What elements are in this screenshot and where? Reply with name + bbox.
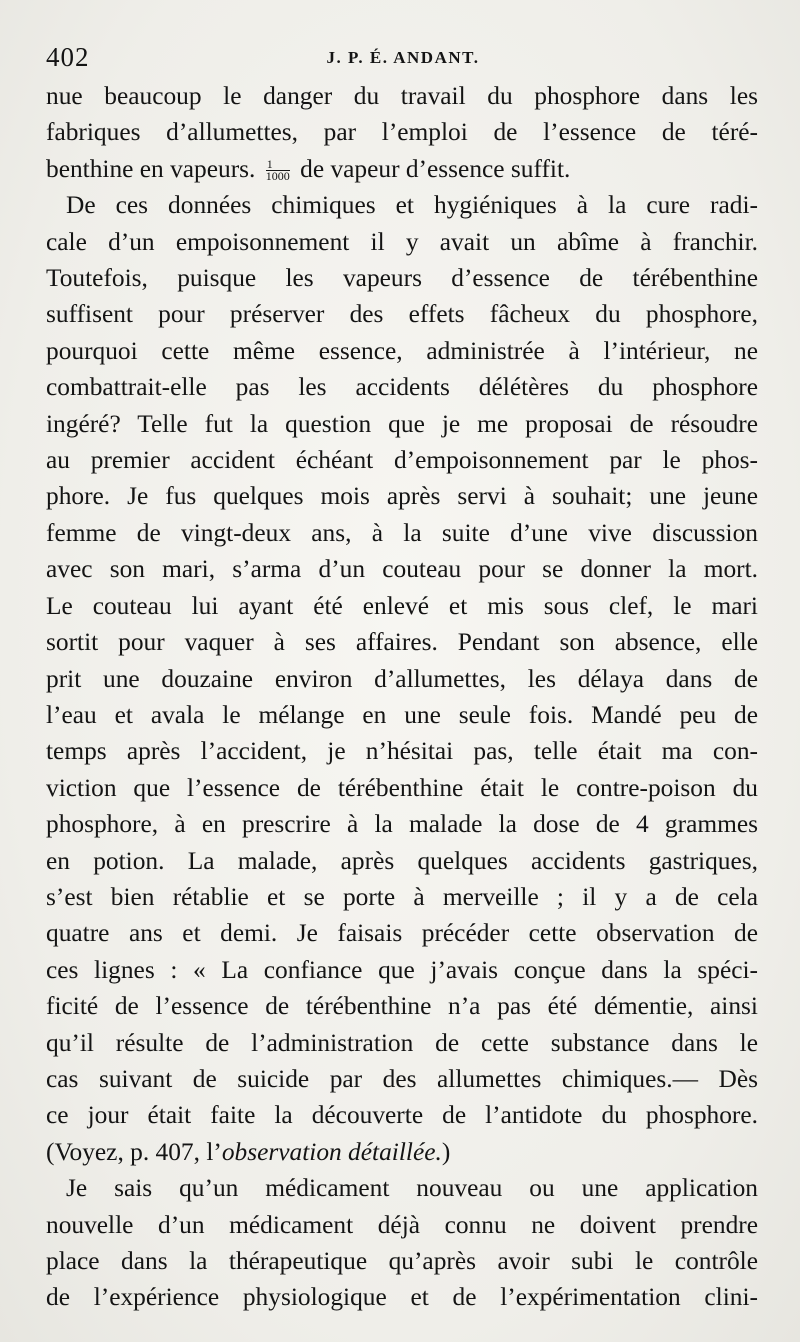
text-line-content: cas suivant de suicide par des allumettes chimiques.— Dès bbox=[46, 1064, 758, 1093]
text-line bbox=[46, 1243, 758, 1279]
text-line-content: femme de vingt-deux ans, à la suite d’une vive discussion bbox=[46, 518, 758, 547]
fraction-denominator: 1000 bbox=[265, 169, 290, 184]
text-line bbox=[46, 551, 758, 587]
text-line bbox=[46, 952, 758, 988]
text-line bbox=[46, 624, 758, 660]
text-line bbox=[46, 78, 758, 114]
text-line bbox=[46, 333, 758, 369]
text-line bbox=[46, 515, 758, 551]
text-line bbox=[46, 1279, 758, 1315]
text-line-tail: ) bbox=[441, 1137, 451, 1166]
text-line-content: fabriques d’allumettes, par l’emploi de l’essence de téré- bbox=[46, 118, 758, 147]
text-line-content: suffisent pour préserver des effets fâcheux du phosphore, bbox=[46, 300, 758, 329]
text-line-content: ingéré? Telle fut la question que je me proposai de résoudre bbox=[46, 409, 758, 438]
text-line-content: avec son mari, s’arma d’un couteau pour se donner la mort. bbox=[46, 555, 758, 584]
text-line-content: pourquoi cette même essence, administrée à l’intérieur, ne bbox=[46, 336, 758, 365]
text-line bbox=[46, 843, 758, 879]
text-line-content: en potion. La malade, après quelques accidents gastriques, bbox=[46, 846, 758, 875]
text-line-content: place dans la thérapeutique qu’après avoir subi le contrôle bbox=[46, 1247, 758, 1275]
text-line-content: nouvelle d’un médicament déjà connu ne doivent prendre bbox=[46, 1210, 758, 1239]
text-line-content: Toutefois, puisque les vapeurs d’essence de térébenthine bbox=[46, 264, 758, 293]
text-line bbox=[46, 915, 758, 951]
text-line-content: Je sais qu’un médicament nouveau ou une application bbox=[66, 1174, 758, 1203]
text-line-content: qu’il résulte de l’administration de cette substance dans le bbox=[46, 1028, 758, 1057]
text-line-content: phosphore, à en prescrire à la malade la dose de 4 grammes bbox=[46, 810, 758, 839]
text-line bbox=[46, 770, 758, 806]
italic-text: observation détaillée. bbox=[221, 1137, 442, 1166]
running-head: J. P. É. ANDANT. bbox=[326, 48, 480, 67]
text-line bbox=[46, 114, 758, 150]
text-line bbox=[46, 369, 758, 405]
text-line bbox=[46, 1025, 758, 1061]
text-line-content: de l’expérience physiologique et de l’expérimentation clini- bbox=[46, 1283, 758, 1312]
text-line bbox=[46, 1097, 758, 1133]
text-line-content: De ces données chimiques et hygiéniques à la cure radi- bbox=[66, 191, 758, 220]
text-line bbox=[46, 224, 758, 260]
text-line-content: ces lignes : « La confiance que j’avais conçue dans la spéci- bbox=[46, 955, 758, 984]
text-line bbox=[46, 1061, 758, 1097]
text-line bbox=[46, 988, 758, 1024]
text-line-content: au premier accident échéant d’empoisonnement par le phos- bbox=[46, 446, 758, 475]
text-line bbox=[46, 260, 758, 296]
text-line bbox=[46, 478, 758, 514]
text-line-content: sortit pour vaquer à ses affaires. Pendant son absence, elle bbox=[46, 628, 758, 657]
text-line-content: nue beaucoup le danger du travail du phosphore dans les bbox=[46, 82, 758, 110]
text-line-content: viction que l’essence de térébenthine était le contre-poison du bbox=[46, 773, 758, 802]
text-line-tail: de vapeur d’essence suffit. bbox=[300, 154, 571, 183]
text-line bbox=[46, 296, 758, 332]
text-line-content: prit une douzaine environ d’allumettes, les délaya dans de bbox=[46, 664, 758, 693]
page-header bbox=[46, 42, 760, 76]
text-line-content: s’est bien rétablie et se porte à merveille ; il y a de cela bbox=[46, 882, 758, 911]
fraction-numerator: 1 bbox=[266, 159, 290, 171]
text-line-content: combattrait-elle pas les accidents délétères du phosphore bbox=[46, 373, 758, 402]
text-line bbox=[46, 733, 758, 769]
text-line bbox=[46, 1170, 758, 1206]
text-line bbox=[46, 1134, 758, 1170]
text-line bbox=[46, 661, 758, 697]
text-line bbox=[46, 697, 758, 733]
text-line bbox=[46, 187, 758, 223]
text-line-content: phore. Je fus quelques mois après servi à souhait; une jeune bbox=[46, 482, 758, 511]
text-line-content: Le couteau lui ayant été enlevé et mis sous clef, le mari bbox=[46, 591, 758, 620]
text-line-content: l’eau et avala le mélange en une seule fois. Mandé peu de bbox=[46, 700, 758, 729]
text-line-content: temps après l’accident, je n’hésitai pas, telle était ma con- bbox=[46, 737, 758, 766]
text-line bbox=[46, 406, 758, 442]
text-line-content: benthine en vapeurs. bbox=[46, 154, 256, 183]
text-line-content: ce jour était faite la découverte de l’antidote du phosphore. bbox=[46, 1101, 758, 1130]
text-line-content: cale d’un empoisonnement il y avait un abîme à franchir. bbox=[46, 227, 758, 256]
text-line-content: quatre ans et demi. Je faisais précéder cette observation de bbox=[46, 919, 758, 948]
page-number: 402 bbox=[46, 42, 90, 72]
fraction bbox=[266, 159, 290, 182]
text-line-content: ficité de l’essence de térébenthine n’a pas été démentie, ainsi bbox=[46, 992, 758, 1021]
text-line bbox=[46, 1207, 758, 1243]
text-line bbox=[46, 442, 758, 478]
text-line bbox=[46, 879, 758, 915]
text-line bbox=[46, 806, 758, 842]
body-text bbox=[46, 78, 758, 1316]
text-line bbox=[46, 151, 758, 187]
text-line bbox=[46, 588, 758, 624]
text-line-content: (Voyez, p. 407, l’ bbox=[46, 1137, 222, 1166]
